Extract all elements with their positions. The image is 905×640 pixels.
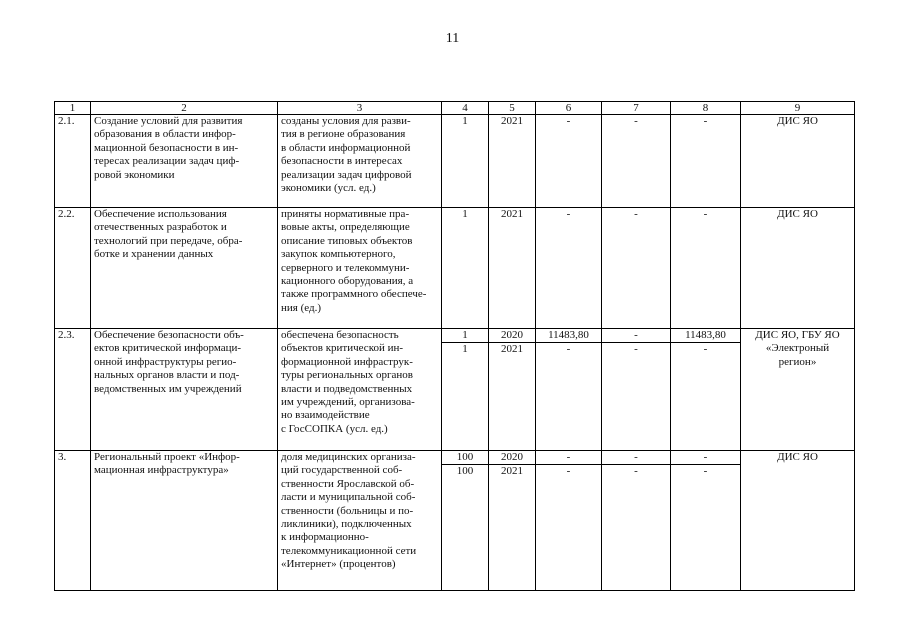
result-cell-text: созданы условия для разви- тия в регионе образования в области информационной безопасности в интересах реализации задач цифровой экономики (усл. ед.) xyxy=(281,115,412,195)
result-cell-text: приняты нормативные пра- вовые акты, определяющие описание типовых объектов закупок компьютерного, серверного и телекоммуни- кационного оборудования, а также программного обеспече- ния (ед.) xyxy=(281,208,427,314)
header-cell: 7 xyxy=(602,102,671,115)
value-text: - xyxy=(703,115,708,127)
value-text: 11483,80 xyxy=(548,329,589,341)
value-text: - xyxy=(602,465,670,479)
value-cell-c4 xyxy=(442,115,489,208)
value-text: 1 xyxy=(462,208,468,220)
value-text: 1 xyxy=(462,115,468,127)
value-subtable xyxy=(489,329,535,356)
value-subtable xyxy=(489,208,535,221)
value-subrow xyxy=(602,329,670,343)
value-subrow xyxy=(442,343,488,357)
value-subrow xyxy=(442,329,488,343)
value-subrow xyxy=(442,115,488,128)
row-number-cell-text: 2.3. xyxy=(58,329,75,341)
value-text: - xyxy=(602,343,670,357)
value-subrow xyxy=(671,451,740,465)
table-row xyxy=(55,115,855,208)
measure-name-cell xyxy=(91,208,278,329)
result-cell xyxy=(278,115,442,208)
result-cell-text: обеспечена безопасность объектов критической ин- формационной инфраструк- туры региональных органов власти и подведомственных им учреждений, организова- но взаимодействие с ГосСОПКА (усл. ед.) xyxy=(281,329,415,435)
measure-name-cell-text: Региональный проект «Инфор- мационная инфраструктура» xyxy=(94,451,240,477)
header-cell: 3 xyxy=(278,102,442,115)
measure-name-cell-text: Обеспечение безопасности объ- ектов критической информаци- онной инфраструктуры регио- нальных органов власти и под- ведомственных им учреждений xyxy=(94,329,244,395)
value-subrow xyxy=(671,465,740,479)
value-text: - xyxy=(703,451,708,463)
value-text: - xyxy=(566,208,571,220)
value-subtable xyxy=(442,208,488,221)
value-text: 2020 xyxy=(501,329,523,341)
header-cell: 6 xyxy=(536,102,602,115)
value-cell-c5 xyxy=(489,451,536,591)
value-text: - xyxy=(634,115,638,127)
measure-name-cell-text: Обеспечение использования отечественных разработок и технологий при передаче, обра- ботке и хранении данных xyxy=(94,208,243,261)
value-text: - xyxy=(671,465,740,479)
value-cell-c8 xyxy=(671,329,741,451)
value-text: 2020 xyxy=(501,451,523,463)
value-text: 2021 xyxy=(489,465,535,479)
value-subtable xyxy=(602,115,670,128)
responsible-cell xyxy=(741,329,855,451)
result-cell xyxy=(278,208,442,329)
value-text: 1 xyxy=(442,343,488,357)
value-cell-c8 xyxy=(671,115,741,208)
row-number-cell-text: 2.2. xyxy=(58,208,75,220)
value-cell-c7 xyxy=(602,208,671,329)
value-subrow xyxy=(536,451,601,465)
value-subtable xyxy=(536,329,601,356)
measures-table xyxy=(54,101,855,591)
value-subrow xyxy=(536,115,601,128)
header-cell: 4 xyxy=(442,102,489,115)
value-subtable xyxy=(536,208,601,221)
value-subrow xyxy=(536,329,601,343)
value-subrow xyxy=(489,343,535,357)
header-row xyxy=(55,102,855,115)
value-text: - xyxy=(566,451,571,463)
result-cell xyxy=(278,451,442,591)
value-cell-c4 xyxy=(442,451,489,591)
responsible-cell-text: ДИС ЯО, ГБУ ЯО «Электроный регион» xyxy=(755,329,840,368)
value-subtable xyxy=(489,115,535,128)
responsible-cell-text: ДИС ЯО xyxy=(777,451,818,463)
value-text: 11483,80 xyxy=(685,329,726,341)
value-subtable xyxy=(536,115,601,128)
value-cell-c7 xyxy=(602,451,671,591)
value-subrow xyxy=(442,465,488,479)
value-subrow xyxy=(442,208,488,221)
responsible-cell xyxy=(741,208,855,329)
value-cell-c7 xyxy=(602,329,671,451)
value-subrow xyxy=(489,329,535,343)
value-text: - xyxy=(566,115,571,127)
table-row xyxy=(55,451,855,591)
value-subrow xyxy=(536,343,601,357)
table-row xyxy=(55,208,855,329)
value-subrow xyxy=(602,115,670,128)
value-text: 2021 xyxy=(501,115,523,127)
value-subrow xyxy=(489,208,535,221)
row-number-cell xyxy=(55,451,91,591)
value-cell-c5 xyxy=(489,329,536,451)
value-subrow xyxy=(489,115,535,128)
value-subrow xyxy=(602,208,670,221)
value-subtable xyxy=(602,451,670,478)
value-subtable xyxy=(442,451,488,478)
value-text: 1 xyxy=(462,329,468,341)
value-subtable xyxy=(602,329,670,356)
value-subrow xyxy=(671,208,740,221)
header-cell: 5 xyxy=(489,102,536,115)
value-subrow xyxy=(602,343,670,357)
header-cell: 1 xyxy=(55,102,91,115)
value-subrow xyxy=(671,329,740,343)
value-subtable xyxy=(536,451,601,478)
value-text: - xyxy=(671,343,740,357)
value-text: 100 xyxy=(456,451,474,463)
value-subtable xyxy=(671,115,740,128)
row-number-cell xyxy=(55,115,91,208)
value-cell-c8 xyxy=(671,451,741,591)
value-cell-c4 xyxy=(442,208,489,329)
value-cell-c6 xyxy=(536,451,602,591)
value-subrow xyxy=(536,208,601,221)
row-number-cell-text: 3. xyxy=(58,451,67,463)
value-subtable xyxy=(671,451,740,478)
value-subrow xyxy=(602,451,670,465)
value-subtable xyxy=(489,451,535,478)
value-cell-c4 xyxy=(442,329,489,451)
value-subrow xyxy=(671,115,740,128)
value-subtable xyxy=(442,115,488,128)
value-text: - xyxy=(634,451,638,463)
page-number: 11 xyxy=(445,31,460,46)
responsible-cell xyxy=(741,115,855,208)
responsible-cell-text: ДИС ЯО xyxy=(777,115,818,127)
value-subtable xyxy=(671,208,740,221)
value-subtable xyxy=(671,329,740,356)
value-text: - xyxy=(634,329,638,341)
measure-name-cell xyxy=(91,329,278,451)
row-number-cell-text: 2.1. xyxy=(58,115,75,127)
row-number-cell xyxy=(55,329,91,451)
measure-name-cell xyxy=(91,115,278,208)
result-cell-text: доля медицинских организа- ций государственной соб- ственности Ярославской об- ласти и муниципальной соб- ственности (больницы и по- ликлиники), подключенных к информационно- телекоммуникационной сети «Интернет» (процентов) xyxy=(281,451,417,571)
header-cell: 2 xyxy=(91,102,278,115)
value-subtable xyxy=(442,329,488,356)
value-cell-c5 xyxy=(489,208,536,329)
result-cell xyxy=(278,329,442,451)
value-subrow xyxy=(489,465,535,479)
header-cell: 9 xyxy=(741,102,855,115)
value-cell-c5 xyxy=(489,115,536,208)
value-text: - xyxy=(536,343,601,357)
value-subrow xyxy=(489,451,535,465)
value-cell-c8 xyxy=(671,208,741,329)
value-text: - xyxy=(634,208,638,220)
value-subrow xyxy=(536,465,601,479)
value-cell-c7 xyxy=(602,115,671,208)
value-subrow xyxy=(602,465,670,479)
row-number-cell xyxy=(55,208,91,329)
measure-name-cell-text: Создание условий для развития образования в области инфор- мационной безопасности в ин- тересах реализации задач циф- ровой экономики xyxy=(94,115,243,181)
table-row xyxy=(55,329,855,451)
value-cell-c6 xyxy=(536,115,602,208)
value-text: - xyxy=(703,208,708,220)
value-subrow xyxy=(442,451,488,465)
value-cell-c6 xyxy=(536,208,602,329)
responsible-cell xyxy=(741,451,855,591)
value-text: 2021 xyxy=(501,208,523,220)
value-subrow xyxy=(671,343,740,357)
responsible-cell-text: ДИС ЯО xyxy=(777,208,818,220)
value-text: - xyxy=(536,465,601,479)
value-cell-c6 xyxy=(536,329,602,451)
value-subtable xyxy=(602,208,670,221)
value-text: 100 xyxy=(442,465,488,479)
measure-name-cell xyxy=(91,451,278,591)
value-text: 2021 xyxy=(489,343,535,357)
header-cell: 8 xyxy=(671,102,741,115)
